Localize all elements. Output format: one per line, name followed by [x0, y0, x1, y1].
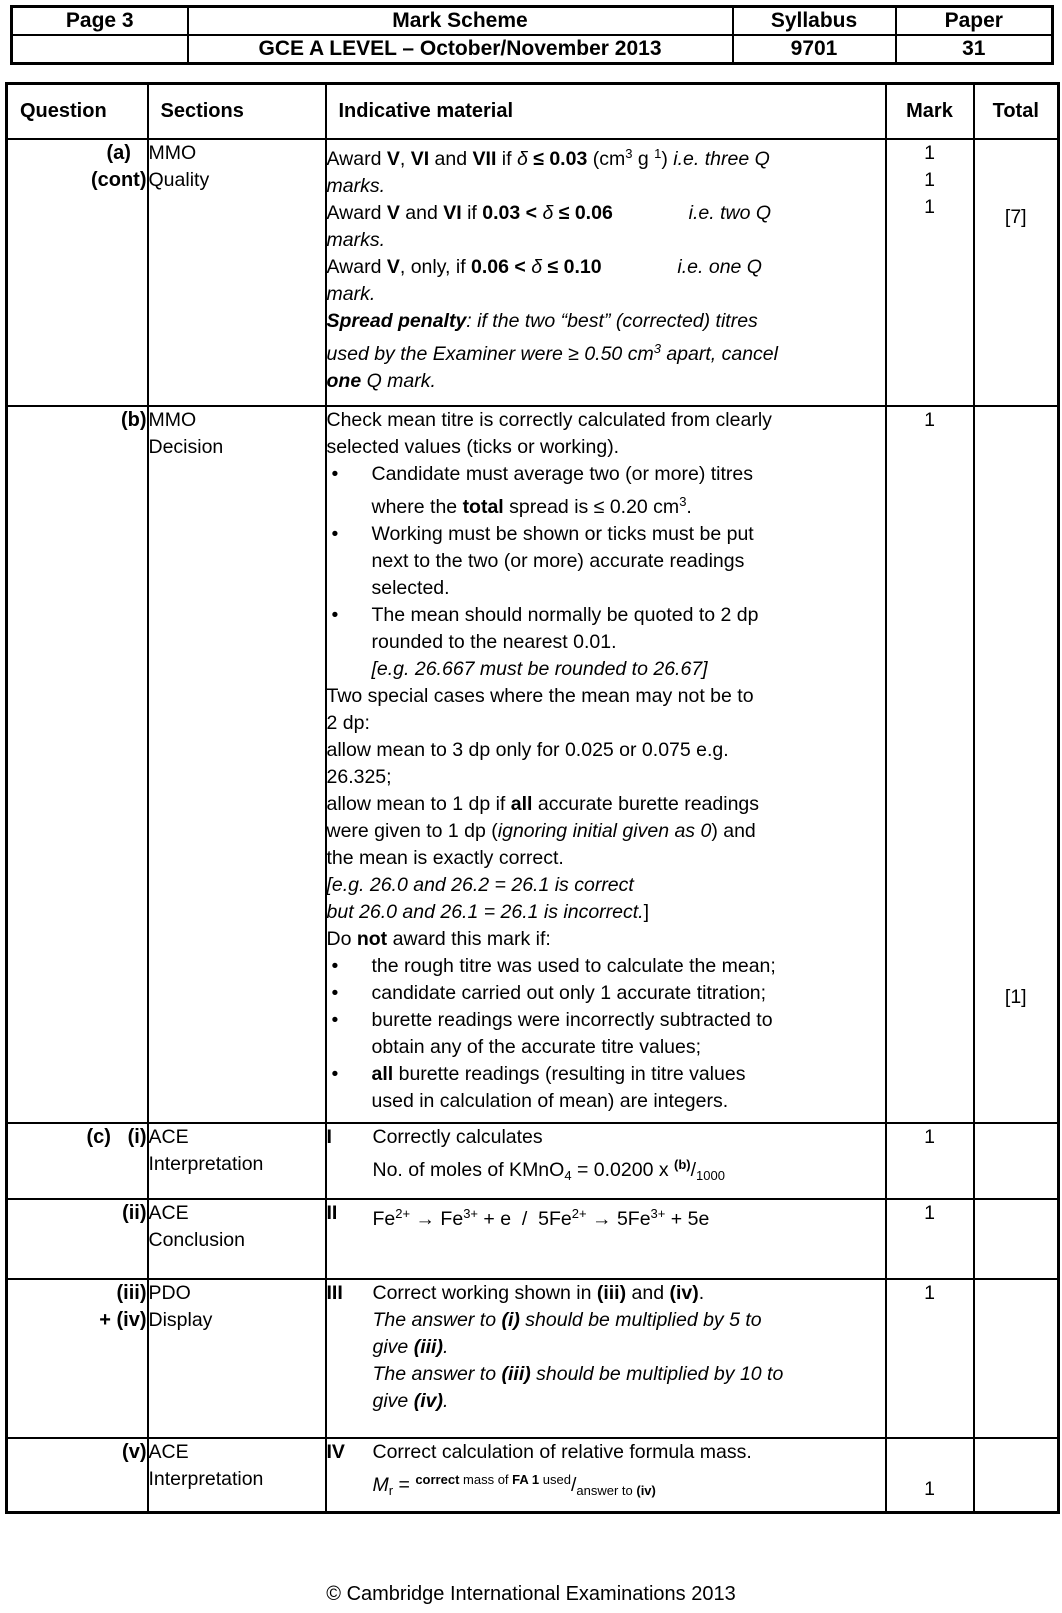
text-run: (i) — [501, 1308, 520, 1331]
text-run: r — [388, 1482, 394, 1498]
text-run: burette readings were incorrectly subtracted to — [371, 1008, 773, 1031]
question-cell — [7, 406, 148, 1123]
text-run: apart, cancel — [660, 342, 778, 365]
text-run: Spread penalty — [326, 309, 467, 332]
text-run: Candidate must average two (or more) titres — [371, 462, 753, 485]
text-run: were given to 1 dp ( — [326, 819, 498, 842]
mark-cell — [886, 139, 974, 406]
exam-title: GCE A LEVEL – October/November 2013 — [188, 35, 733, 64]
text-run: candidate carried out only 1 accurate titration; — [371, 981, 767, 1004]
text-run: and — [399, 201, 444, 224]
text-run: give — [372, 1389, 414, 1412]
text-run: rounded to the nearest 0.01. — [371, 630, 617, 653]
question-label — [91, 140, 147, 194]
text-run: → Fe — [410, 1207, 464, 1230]
bullet-icon: • — [331, 462, 339, 485]
question-label — [87, 1124, 147, 1151]
question-line: (v) — [122, 1440, 147, 1463]
text-run: (iv) — [413, 1389, 443, 1412]
text-run: mass of — [459, 1471, 513, 1487]
header-row-1 — [12, 7, 1053, 36]
paragraph — [327, 140, 885, 200]
roman-numeral: III — [326, 1281, 343, 1304]
text-run: Correct calculation of relative formula mass. — [372, 1440, 752, 1463]
text-run: , only, if — [399, 255, 472, 278]
text-run: if — [461, 201, 483, 224]
paper-label: Paper — [896, 7, 1053, 36]
text-run — [613, 202, 689, 224]
section-line: MMO — [148, 408, 197, 431]
text-run: FA 1 — [512, 1471, 540, 1487]
question-cell — [7, 139, 148, 406]
bullet-text — [372, 461, 885, 521]
mark-cell — [886, 1123, 974, 1199]
numbered-item — [327, 1124, 885, 1189]
mark-cell — [886, 406, 974, 1123]
text-run: ≤ 0.03 — [533, 147, 588, 170]
mark-value: 1 — [924, 1281, 935, 1304]
text-run: if the two “best” (corrected) titres — [477, 309, 758, 332]
bullet-text — [372, 521, 885, 602]
text-run: , — [399, 147, 411, 170]
col-header-total: Total — [974, 84, 1059, 139]
text-run: where the — [371, 495, 463, 518]
text-run: M — [372, 1473, 389, 1496]
sections-cell — [148, 1199, 326, 1279]
text-run: VI — [443, 201, 462, 224]
bullet-text — [372, 602, 885, 683]
text-run: No. of moles of KMnO — [372, 1158, 565, 1181]
bullet-text — [372, 980, 885, 1007]
mark-value: 1 — [924, 1477, 935, 1500]
section-line: Decision — [148, 435, 224, 458]
section-line: Interpretation — [148, 1467, 264, 1490]
text-run: 2+ — [395, 1205, 411, 1221]
text-run: Award — [326, 147, 387, 170]
text-run: one — [326, 369, 362, 392]
doc-type: Mark Scheme — [188, 7, 733, 36]
text-run: (b) — [674, 1156, 691, 1172]
question-label — [121, 407, 147, 434]
total-cell — [974, 406, 1059, 1123]
text-run: [e.g. 26.0 and 26.2 = 26.1 is correct — [326, 873, 634, 896]
paragraph — [327, 791, 885, 872]
question-label — [122, 1439, 146, 1466]
bullet-icon: • — [331, 1062, 339, 1085]
mark-scheme-row-a — [7, 139, 1059, 406]
text-run: δ — [516, 147, 528, 170]
paragraph — [327, 254, 885, 308]
roman-numeral: II — [326, 1201, 338, 1224]
question-line: (ii) — [122, 1201, 147, 1224]
copyright-footer: © Cambridge International Examinations 2013 — [326, 1583, 736, 1605]
syllabus-label: Syllabus — [733, 7, 896, 36]
text-run: (iii) — [596, 1281, 627, 1304]
text-run: allow mean to 1 dp if — [326, 792, 511, 815]
text-run: VI — [410, 147, 430, 170]
question-cell — [7, 1123, 148, 1199]
text-run: Q mark. — [361, 369, 436, 392]
text-run: Award — [326, 201, 387, 224]
text-run: The answer to — [372, 1308, 502, 1331]
text-run: marks. — [326, 174, 385, 197]
roman-numeral: I — [326, 1125, 332, 1148]
text-run: 2 dp: — [326, 711, 370, 734]
text-run: used by the Examiner were ≥ 0.50 cm — [326, 342, 654, 365]
mark-value: 1 — [924, 1201, 935, 1224]
text-run: ≤ 0.06 — [558, 201, 613, 224]
text-run: (iv) — [669, 1281, 699, 1304]
indicative-cell — [326, 1123, 886, 1199]
text-run — [602, 256, 678, 278]
text-run: δ — [531, 255, 543, 278]
text-run: = 0.0200 x — [571, 1158, 675, 1181]
mark-value: 1 — [924, 141, 935, 164]
text-run: selected values (ticks or working). — [326, 435, 620, 458]
mark-value: 1 — [924, 168, 935, 191]
mark-value: 1 — [924, 195, 935, 218]
text-run: Award — [326, 255, 387, 278]
text-run: The mean should normally be quoted to 2 dp — [371, 603, 759, 626]
text-run: 2+ — [571, 1205, 587, 1221]
numbered-text — [373, 1280, 885, 1415]
sections-cell — [148, 406, 326, 1123]
text-run: . — [442, 1335, 449, 1358]
paper-value: 31 — [896, 35, 1053, 64]
text-run: + 5e — [665, 1207, 710, 1230]
text-run: The answer to — [372, 1362, 502, 1385]
indicative-cell — [326, 139, 886, 406]
total-value: [1] — [1004, 985, 1027, 1008]
question-line: (c) (i) — [86, 1125, 147, 1148]
section-line: MMO — [148, 141, 197, 164]
text-run: 3+ — [463, 1205, 479, 1221]
question-line: (b) — [120, 408, 147, 431]
bullet-item — [327, 521, 885, 602]
mark-scheme-row-c-iii-iv — [7, 1279, 1059, 1438]
numbered-text — [373, 1124, 885, 1189]
text-run: but 26.0 and 26.1 = 26.1 is incorrect. — [326, 900, 644, 923]
question-line: (iii) — [116, 1281, 147, 1304]
text-run: i.e. three Q — [673, 147, 770, 170]
text-run: 26.325; — [326, 765, 392, 788]
bullet-icon: • — [331, 1008, 339, 1031]
text-run: total — [462, 495, 504, 518]
indicative-cell — [326, 406, 886, 1123]
paragraph — [327, 737, 885, 791]
section-line: ACE — [148, 1440, 189, 1463]
text-run: Do — [326, 927, 357, 950]
bullet-item — [327, 602, 885, 683]
mark-value: 1 — [924, 1125, 935, 1148]
text-run: selected. — [371, 576, 450, 599]
question-label — [99, 1280, 146, 1334]
bullet-item — [327, 1061, 885, 1115]
text-run: allow mean to 3 dp only for 0.025 or 0.075 e.g. — [326, 738, 729, 761]
paragraph — [327, 926, 885, 953]
mark-scheme-table — [5, 82, 1060, 1514]
bullet-item — [327, 953, 885, 980]
bullet-icon: • — [331, 981, 339, 1004]
text-run: the rough titre was used to calculate the mean; — [371, 954, 776, 977]
text-run: . — [686, 495, 692, 518]
indicative-cell — [326, 1199, 886, 1279]
text-run: 4 — [564, 1167, 572, 1183]
text-run: V — [386, 147, 400, 170]
text-run: accurate burette readings — [532, 792, 760, 815]
question-line: + (iv) — [99, 1308, 147, 1331]
sections-cell — [148, 139, 326, 406]
total-cell — [974, 139, 1059, 406]
text-run: next to the two (or more) accurate readings — [371, 549, 745, 572]
text-run: should be multiplied by 5 to — [519, 1308, 762, 1331]
mark-cell — [886, 1438, 974, 1513]
paragraph — [327, 683, 885, 737]
text-run: ) — [661, 147, 674, 170]
bullet-text — [372, 1007, 885, 1061]
question-label — [122, 1200, 146, 1227]
total-value: [7] — [1004, 205, 1027, 228]
text-run: 1000 — [696, 1167, 725, 1183]
syllabus-value: 9701 — [733, 35, 896, 64]
text-run: g — [632, 147, 655, 170]
text-run: ignoring initial given as 0 — [497, 819, 712, 842]
col-header-question: Question — [7, 84, 148, 139]
text-run: all — [371, 1062, 394, 1085]
text-run: / — [690, 1158, 697, 1181]
text-run: marks. — [326, 228, 385, 251]
mark-scheme-row-c-v — [7, 1438, 1059, 1513]
section-line: PDO — [148, 1281, 191, 1304]
numbered-text — [373, 1200, 885, 1233]
text-run: award this mark if: — [387, 927, 551, 950]
question-cell — [7, 1438, 148, 1513]
bullet-text — [372, 953, 885, 980]
text-run: and — [626, 1281, 670, 1304]
text-run: . — [698, 1281, 705, 1304]
text-run: (iii) — [501, 1362, 531, 1385]
text-run: answer to — [576, 1482, 637, 1498]
text-run: ] — [643, 900, 650, 923]
text-run: all — [510, 792, 533, 815]
question-cell — [7, 1199, 148, 1279]
text-run: 3 — [625, 145, 633, 161]
paragraph — [327, 308, 885, 395]
text-run: used in calculation of mean) are integers. — [371, 1089, 729, 1112]
mark-cell — [886, 1199, 974, 1279]
text-run: used — [539, 1471, 571, 1487]
text-run: obtain any of the accurate titre values; — [371, 1035, 702, 1058]
bullet-icon: • — [331, 522, 339, 545]
text-run: Correctly calculates — [372, 1125, 543, 1148]
mark-scheme-row-c-i — [7, 1123, 1059, 1199]
text-run: / — [570, 1473, 577, 1496]
text-run: spread is ≤ 0.20 cm — [503, 495, 680, 518]
question-line: (cont) — [90, 168, 147, 191]
numbered-item — [327, 1280, 885, 1415]
text-run: correct — [415, 1471, 460, 1487]
section-line: Conclusion — [148, 1228, 245, 1251]
numbered-item — [327, 1200, 885, 1233]
text-run: 3+ — [650, 1205, 666, 1221]
section-line: Interpretation — [148, 1152, 264, 1175]
bullet-item — [327, 980, 885, 1007]
sections-cell — [148, 1438, 326, 1513]
sections-cell — [148, 1123, 326, 1199]
text-run: i.e. one Q — [677, 255, 762, 278]
text-run: V — [386, 255, 400, 278]
text-run: Fe — [372, 1207, 396, 1230]
bullet-item — [327, 461, 885, 521]
text-run: give — [372, 1335, 414, 1358]
header-empty-cell — [12, 35, 188, 64]
section-line: ACE — [148, 1201, 189, 1224]
text-run: the mean is exactly correct. — [326, 846, 564, 869]
text-run: 0.06 < — [471, 255, 532, 278]
mark-scheme-row-c-ii — [7, 1199, 1059, 1279]
text-run: (cm — [587, 147, 626, 170]
text-run: 3 — [653, 340, 661, 356]
mark-scheme-row-b — [7, 406, 1059, 1123]
total-cell — [974, 1438, 1059, 1513]
mark-scheme-rows — [7, 139, 1059, 1513]
text-run: should be multiplied by 10 to — [530, 1362, 784, 1385]
text-run: Check mean titre is correctly calculated from clearly — [326, 408, 772, 431]
total-cell — [974, 1123, 1059, 1199]
bullet-icon: • — [331, 954, 339, 977]
paragraph — [327, 407, 885, 461]
section-line: ACE — [148, 1125, 189, 1148]
question-cell — [7, 1279, 148, 1438]
text-run: (iv) — [636, 1482, 656, 1498]
header-row-2 — [12, 35, 1053, 64]
text-run: 1 — [654, 145, 662, 161]
col-header-mark: Mark — [886, 84, 974, 139]
text-run: mark. — [326, 282, 376, 305]
text-run: 0.03 < — [482, 201, 543, 224]
sections-cell — [148, 1279, 326, 1438]
text-run: → 5Fe — [586, 1207, 651, 1230]
text-run: V — [386, 201, 400, 224]
col-header-indicative: Indicative material — [326, 84, 886, 139]
section-line: Display — [148, 1308, 213, 1331]
text-run: (iii) — [413, 1335, 443, 1358]
page-number: Page 3 — [12, 7, 188, 36]
text-run: . — [442, 1389, 449, 1412]
text-run: Working must be shown or ticks must be put — [371, 522, 754, 545]
text-run: burette readings (resulting in titre values — [393, 1062, 746, 1085]
question-line: (a) — [106, 141, 131, 164]
col-header-sections: Sections — [148, 84, 326, 139]
text-run: ) and — [711, 819, 756, 842]
text-run: not — [356, 927, 388, 950]
text-run: [e.g. 26.667 must be rounded to 26.67] — [371, 657, 708, 680]
bullet-text — [372, 1061, 885, 1115]
indicative-cell — [326, 1438, 886, 1513]
text-run: + e / 5Fe — [478, 1207, 572, 1230]
paragraph — [327, 872, 885, 926]
page-header-table — [10, 5, 1054, 65]
text-run: VII — [472, 147, 497, 170]
paragraph — [327, 200, 885, 254]
text-run: = — [393, 1473, 416, 1496]
indicative-cell — [326, 1279, 886, 1438]
text-run: 3 — [679, 493, 687, 509]
mark-value: 1 — [924, 408, 935, 431]
text-run: : — [466, 309, 478, 332]
bullet-icon: • — [331, 603, 339, 626]
text-run: i.e. two Q — [688, 201, 772, 224]
text-run: Correct working shown in — [372, 1281, 597, 1304]
text-run: if — [496, 147, 517, 170]
section-line: Quality — [148, 168, 210, 191]
bullet-item — [327, 1007, 885, 1061]
numbered-item — [327, 1439, 885, 1504]
total-cell — [974, 1199, 1059, 1279]
text-run: and — [429, 147, 473, 170]
text-run: Two special cases where the mean may not be to — [326, 684, 754, 707]
roman-numeral: IV — [326, 1440, 345, 1463]
column-header-row — [7, 84, 1059, 139]
numbered-text — [373, 1439, 885, 1504]
mark-cell — [886, 1279, 974, 1438]
total-cell — [974, 1279, 1059, 1438]
text-run: ≤ 0.10 — [547, 255, 602, 278]
text-run: δ — [542, 201, 554, 224]
